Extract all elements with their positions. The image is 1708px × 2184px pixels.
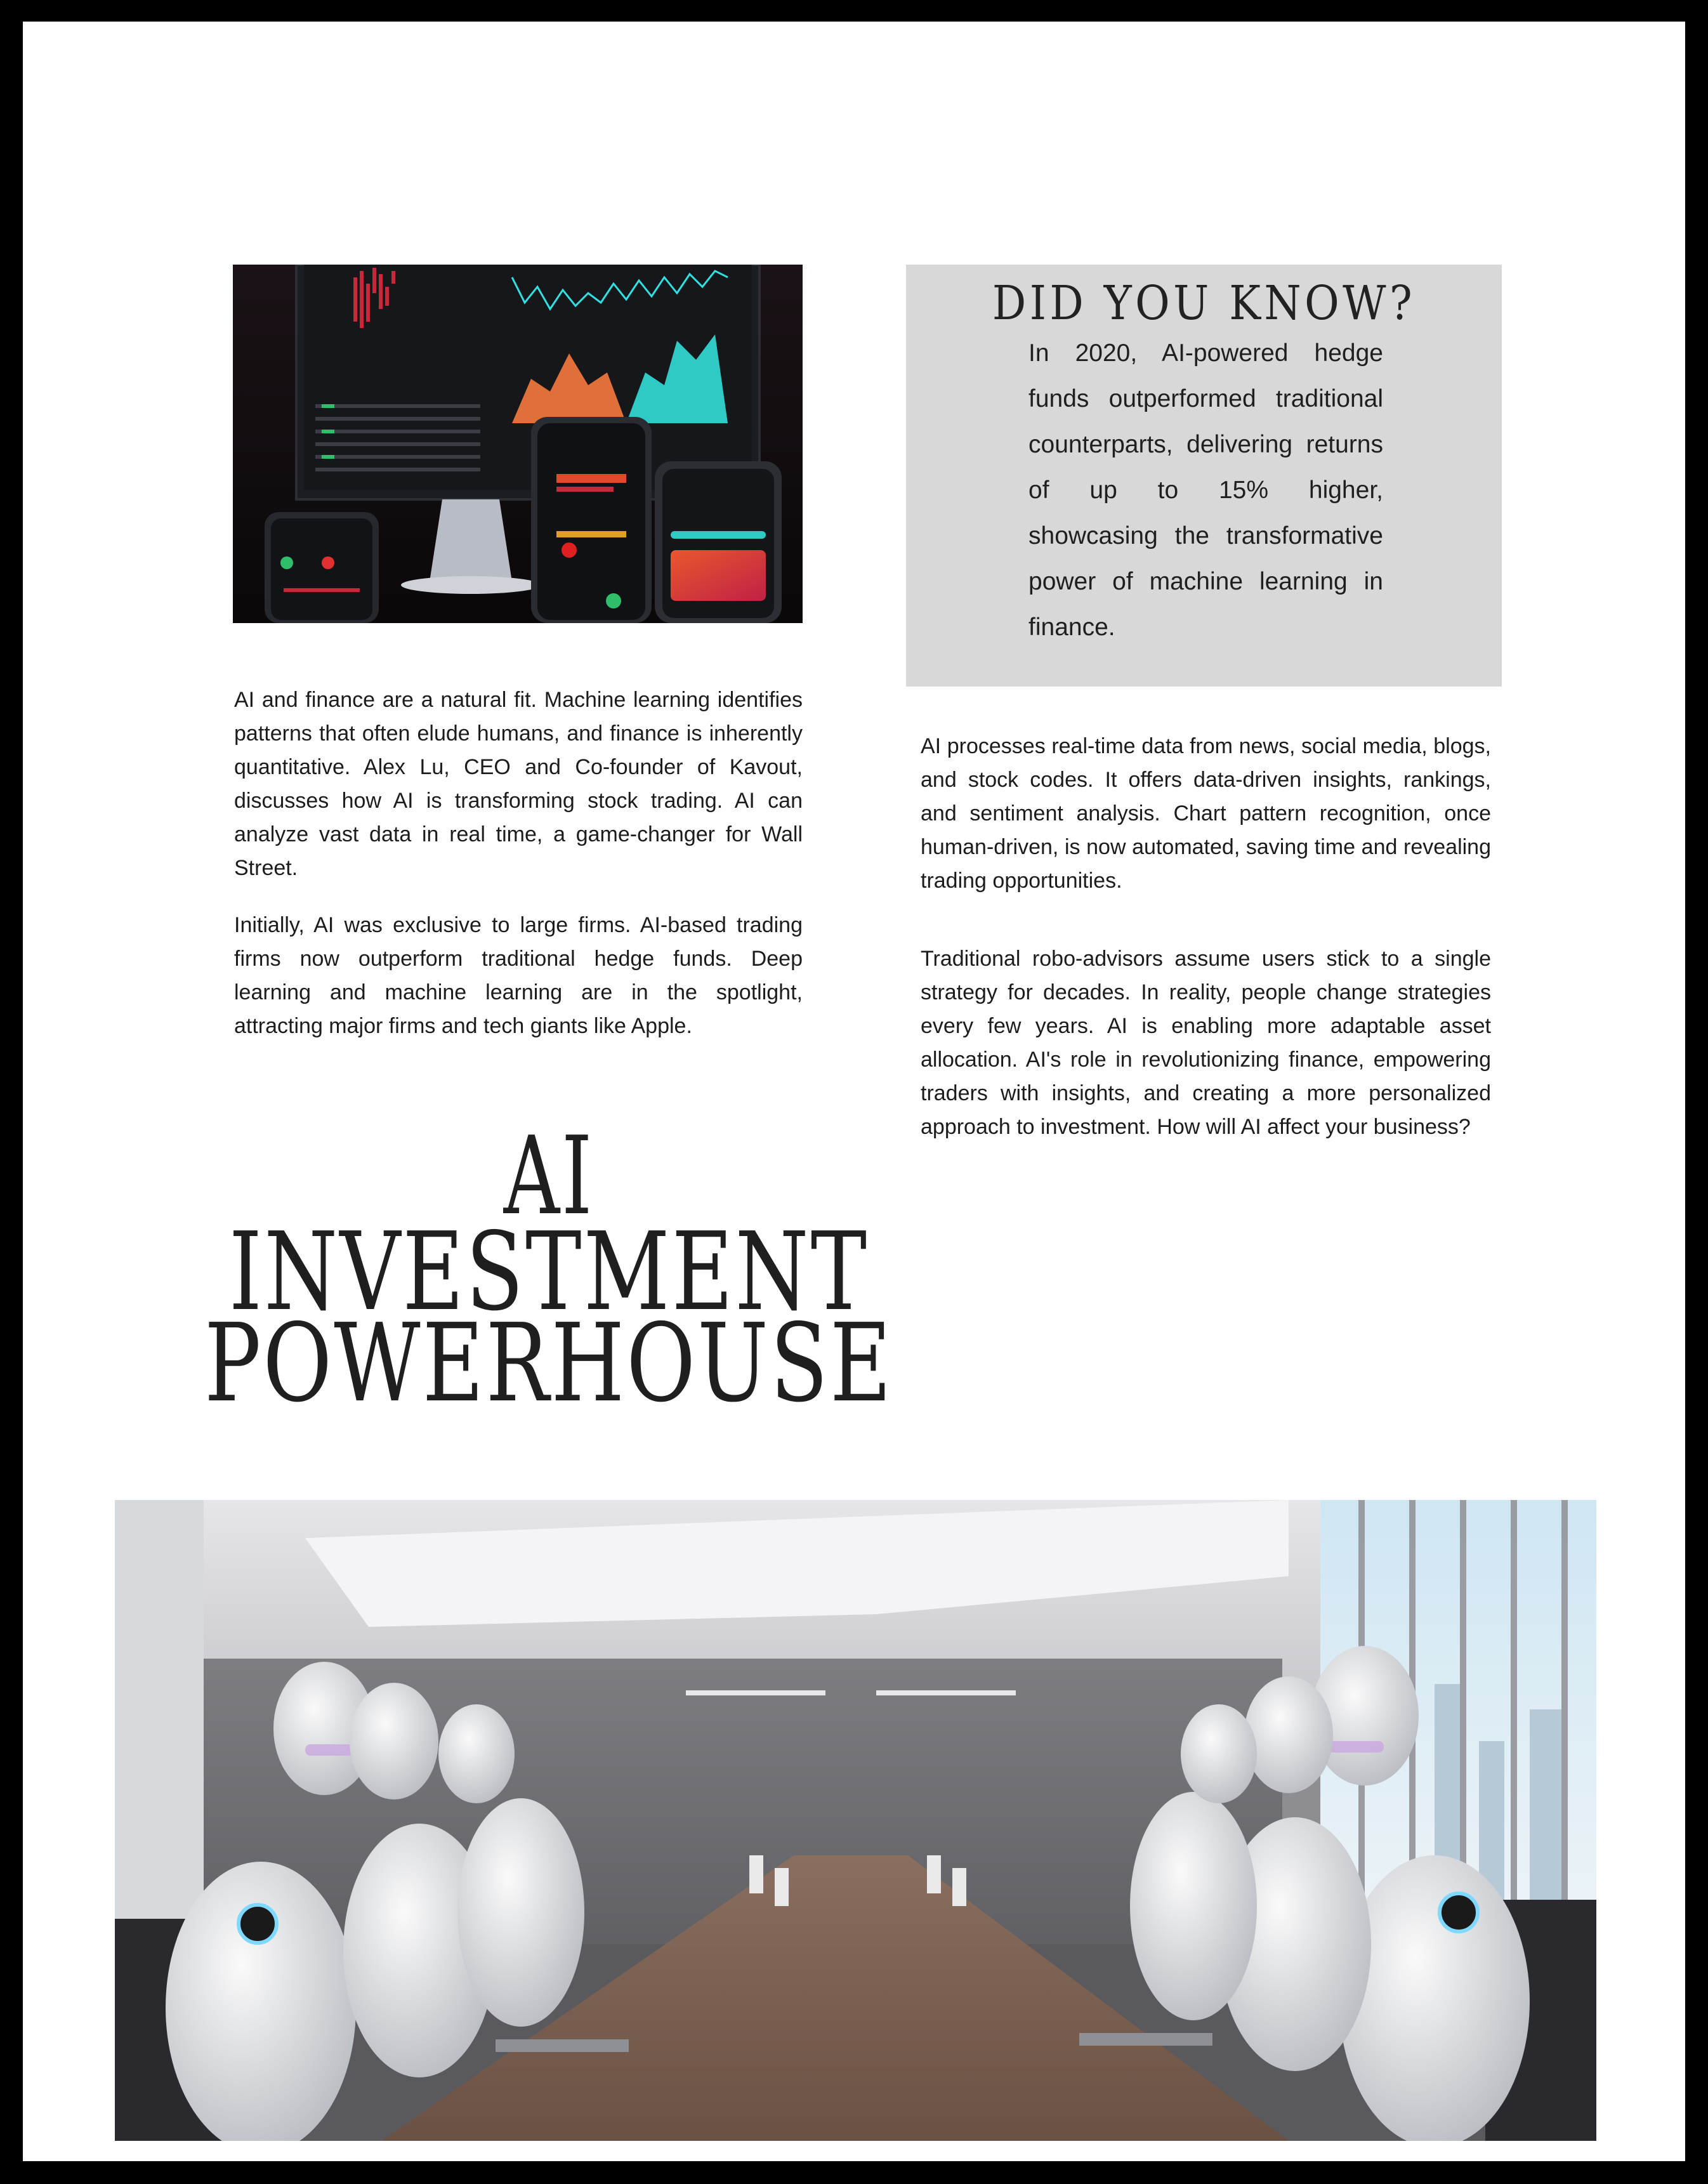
headline-line-2: INVESTMENT: [228, 1209, 869, 1335]
did-you-know-box: [906, 265, 1502, 687]
did-you-know-text: In 2020, AI-powered hedge funds outperformed traditional counterparts, delivering returns of up to 15% higher, showcasing the transformative power of machine learning in finance.: [1028, 339, 1383, 641]
headline-line-1: AI: [503, 1114, 595, 1239]
page-headline: [102, 1114, 996, 1426]
headline-line-3: POWERHOUSE: [204, 1301, 893, 1426]
trading-dashboard-photo: [233, 265, 803, 623]
left-paragraph-1: AI and finance are a natural fit. Machine learning identifies patterns that often elude humans, and finance is inherently quantitative. Alex Lu, CEO and Co-founder of Kavout, discusses how AI is transforming stock trading. AI can analyze vast data in real time, a game-changer for Wall Street.: [234, 688, 803, 880]
left-paragraph-2: Initially, AI was exclusive to large firms. AI-based trading firms now outperform traditional hedge funds. Deep learning and machine learning are in the spotlight, attracting major firms and tech giants like Apple.: [234, 913, 803, 1038]
right-paragraph-1: AI processes real-time data from news, social media, blogs, and stock codes. It offers data-driven insights, rankings, and sentiment analysis. Chart pattern recognition, once human-driven, is now automated, saving time and revealing trading opportunities.: [921, 734, 1491, 893]
did-you-know-title: DID YOU KNOW?: [992, 276, 1416, 331]
right-paragraph-2: Traditional robo-advisors assume users stick to a single strategy for decades. In reality, people change strategies every few years. AI is enabling more adaptable asset allocation. AI's role in revolutionizing finance, empowering traders with insights, and creating a more personalized approach to investment. How will AI affect your business?: [921, 947, 1491, 1139]
robot-boardroom-photo: [115, 1500, 1596, 2141]
